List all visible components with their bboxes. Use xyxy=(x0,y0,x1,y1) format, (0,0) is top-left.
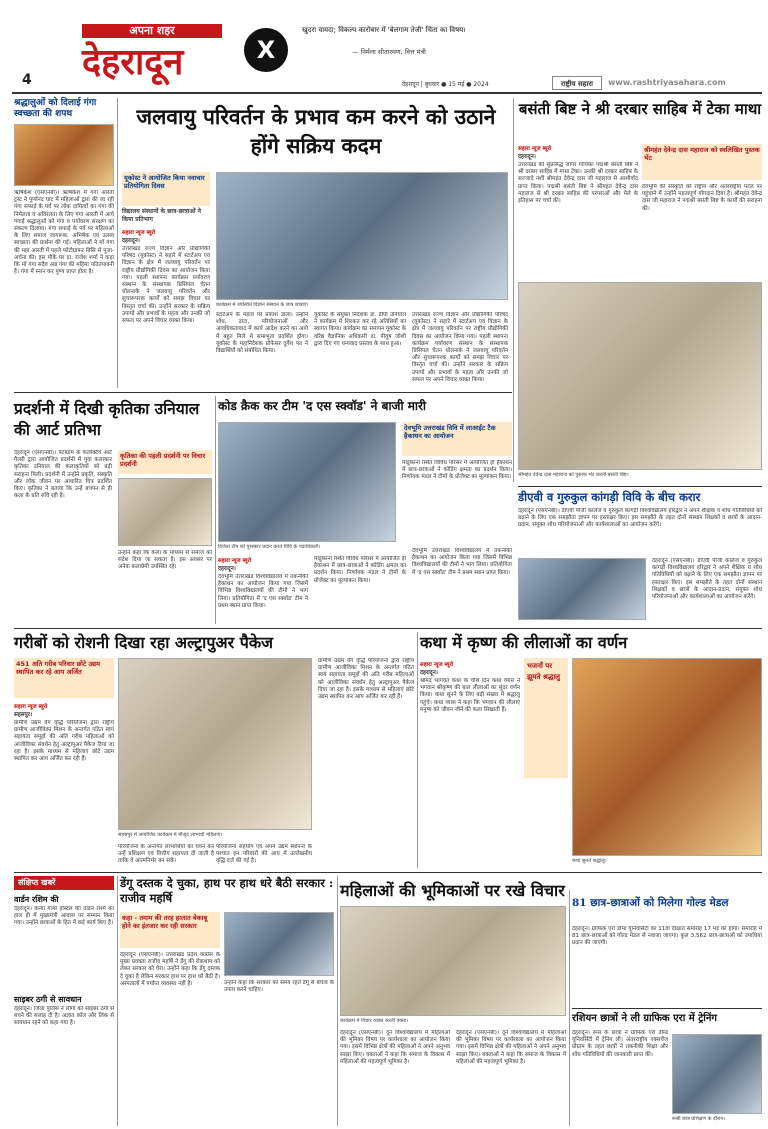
brief-item1-head: वार्डन रशिम की xyxy=(14,894,59,904)
masthead xyxy=(12,22,762,94)
basanti-body: उत्तराखंड की सुप्रसिद्ध जागर गायिका पद्मश्री बसंती बिष्ट ने श्री दरबार साहिब में माथा टेका। उनकी श्री दरबार साहिब के सज्जादे नशीं श्रीमहंत देवेन्द्र दास जी महाराज से आशीर्वाद प्राप्त किया। पद्मश्री बसंती बिष्ट ने श्रीमहंत देवेन्द्र दास महाराज से श्री दरबार साहिब की परंपराओं और मेले के इतिहास पर चर्चा की। xyxy=(518,162,638,205)
krishna-body: श्रीमद भागवत कथा के चौथे दिन कथा व्यास ने भगवान श्रीकृष्ण की बाल लीलाओं का सुंदर वर्णन किया। कथा सुनने के लिए बड़ी संख्या में श्रद्धालु पहुंचे। कथा व्यास ने कहा कि भगवान की लीलाएं मनुष्य को जीवन जीने की कला सिखाती हैं। xyxy=(420,678,520,713)
brief-item2-body: देहरादून। जिला पुलिस ने लोगों को साइबर ठगी से बचने की सलाह दी है। अज्ञात कॉल और लिंक से सावधान रहने को कहा गया है। xyxy=(14,1006,114,1027)
brief-label: संक्षिप्त खबरें xyxy=(18,878,56,887)
dav-article xyxy=(518,490,762,624)
climate-body: उत्तराखंड राज्य विज्ञान और प्रौद्योगिकी परिषद (यूकोस्ट) ने सहारे में स्टार्टअप एवं विज्ञान के क्षेत्र में जलवायु परिवर्तन पर राष्ट्रीय प्रौद्योगिकी दिवस का आयोजन किया गया। पहली स्थापना कार्यक्रम पर्यावरण संस्थान के संस्थापक प्रिसिपल चेतन धोलनाके ने जलवायु परिवर्तन और सुचारूपरक कार्यों को समझ विचार पर विस्तृत चर्चा की। उन्होंने सरकार के सक्रिय उपायों और प्रभावों के महत्व और उनकी जो सफल पर अपने विचार व्यक्त किया। xyxy=(122,246,210,325)
krishna-side-caption: भजनों पर झूमते श्रद्धालु xyxy=(527,662,561,681)
dav-body: देहरादून (एसएनबी)। डीएवी पीजी कालेज व गुरुकुल कांगड़ी विश्वविद्यालय हरिद्वार ने अपने शैक्षिक व शोध गतिविधियों को बढ़ाने के लिए एक समझौता ज्ञापन पर हस्ताक्षर किए। इस समझौते के तहत दोनों संस्थान शिक्षकों व छात्रों के आदान-प्रदान, संयुक्त शोध परियोजनाओं और कार्यशालाओं का आयोजन करेंगे। xyxy=(518,508,762,529)
ganga-photo xyxy=(14,124,114,186)
women-body: देहरादून (एसएनबी)। दून विश्वविद्यालय में महिलाओं की भूमिका विषय पर कार्यशाला का आयोजन किया गया। इसमें विभिन्न क्षेत्रों की महिलाओं ने अपने अनुभव साझा किए। वक्ताओं ने कहा कि समाज के विकास में महिलाओं की महत्वपूर्ण भूमिका है। xyxy=(340,1030,450,1065)
section-rule xyxy=(14,628,762,629)
basanti-kicker: श्रीमहंत देवेन्द्र दास महाराज को स्वलिखित पुस्तक भेंट xyxy=(644,146,760,162)
apna-shahar-band xyxy=(82,24,222,38)
col-divider xyxy=(417,632,418,868)
climate-place: देहरादून। xyxy=(122,238,140,244)
brief-label-band xyxy=(14,876,114,890)
dav-headline: डीएवी व गुरुकुल कांगड़ी विवि के बीच करार xyxy=(518,490,701,504)
krishna-photo xyxy=(572,658,762,856)
code-body-4: देवभूमि उत्तराखंड विश्वविद्यालय में तकनीकी हैकाथन का आयोजन किया गया जिसमें विभिन्न विश्वविद्यालयों की टीमों ने भाग लिया। प्रतियोगिता में 'द एस स्क्वॉड' टीम ने प्रथम स्थान प्राप्त किया। xyxy=(412,548,512,576)
brief-item1-body: देहरादून। कन्या गर्ल्स हॉस्टल की वार्डन रश्मि का हाल ही में मुख्यमंत्री आवास पर सम्मान किया गया। उन्होंने छात्राओं के हित में कई कार्य किए हैं। xyxy=(14,906,114,927)
krishna-byline: सहारा न्यूज ब्यूरो xyxy=(420,662,454,668)
basanti-photo-caption: श्रीमहंत देवेन्द्र दास महाराज को पुस्तक भेंट करती बसंती बिष्ट। xyxy=(518,472,629,478)
masthead-rule xyxy=(12,92,762,94)
code-article xyxy=(218,396,512,624)
krishna-photo-caption: कथा सुनते श्रद्धालु। xyxy=(572,858,607,864)
ganga-body: ऋषिकेश (एसएनबी)। ऋषिकेश में गंगा आरती ट्रस्ट ने पूर्णानंद घाट में महिलाओं द्वारा की जा रही गंगा सफाई के पर्व पर लोक दायित्वों का गंगा की निर्मलता व अविरलता के लिए गंगा आरती में आये गंगाई श्रद्धालुओं को गंगा व पर्यावरण संरक्षण का संकल्प दिलाया। गंगा सफाई के पर्व पर महिलाओं के लिए समाज जागरूक, अभिषेक एवं उत्सव स्वच्छता की प्रार्थना की गई। महिलाओं ने माँ गंगा की महा आरती में पहले फोटोग्राफर बिसि से पूजा-अर्चना की। इस मौके पर डा. राजेश शर्मा ने कहा कि माँ गंगा सदैव अन्न गंगा की महिमा पतितपावनी है। गंगा में स्नान कर पुण्य प्राप्त होता है। xyxy=(14,190,114,276)
section-rule xyxy=(14,872,762,873)
poor-place: सहसपुर। xyxy=(14,712,33,718)
basanti-place: देहरादून। xyxy=(518,154,536,160)
poor-photo-caption: सहसपुर में आयोजित कार्यक्रम में मौजूद लाभार्थी महिलाएं। xyxy=(118,832,223,838)
section-rule xyxy=(14,392,512,393)
dengue-body: देहरादून (एसएनबी)। उत्तराखंड प्रदेश कांग्रेस के मुख्य प्रवक्ता राजीव महर्षि ने डेंगू की रोकथाम को लेकर सरकार को घेरा। उन्होंने कहा कि डेंगू दस्तक दे चुका है लेकिन सरकार हाथ पर हाथ धरे बैठी है। अस्पतालों में पर्याप्त व्यवस्था नहीं है। xyxy=(120,952,220,987)
gold-article xyxy=(572,896,762,1006)
col-divider xyxy=(569,890,570,1126)
col-divider xyxy=(513,98,514,482)
climate-kicker-2: विद्यालय संस्थानों के छात्र-छात्राओं ने किया प्रतिभाग xyxy=(122,208,201,223)
dengue-photo xyxy=(224,912,334,976)
kritika-kicker-box xyxy=(118,450,212,474)
graphic-headline: रशियन छात्रों ने ली ग्राफिक एरा में ट्रेनिंग xyxy=(572,1013,718,1024)
code-photo xyxy=(218,422,396,542)
graphic-photo xyxy=(672,1034,762,1114)
basanti-byline: सहारा न्यूज ब्यूरो xyxy=(518,146,552,152)
basanti-photo xyxy=(518,282,762,470)
women-article xyxy=(340,876,566,1126)
ganga-headline: श्रद्धालुओं को दिलाई गंगा स्वच्छता की शपथ xyxy=(14,98,97,119)
masthead-quote-by: — निर्मला सीतारमण, वित्त मंत्री xyxy=(352,48,426,56)
brief-item2-head: साइबर ठगी से सावधान xyxy=(14,994,82,1004)
code-kicker: देवभूमि उत्तराखंड विवि में लाआईट टैक हैकाथन का आयोजन xyxy=(404,424,496,440)
women-photo xyxy=(340,906,566,1016)
climate-body-2: स्टार्टअप के महत्व पर प्रकाश डाला। उन्होंने शोध, डाटा, परियोजनाओं और आवधिकतावाद में कार्य आदेश करने का आगे में बहुत मिले थे सम्प्रभुता प्रदर्शित होगा। यूकोस्ट के महानिदेशक प्रोफेसर दुर्गेश पंत ने विद्यार्थियों को संबोधित किया। xyxy=(216,312,308,355)
poor-headline: गरीबों को रोशनी दिखा रहा अल्ट्रापुअर पैकेज xyxy=(14,633,273,652)
basanti-kicker-box xyxy=(642,144,762,180)
code-place: देहरादून। xyxy=(218,566,236,572)
brief-column xyxy=(14,876,114,1126)
basanti-article xyxy=(518,98,762,482)
code-headline: कोड क्रैक कर टीम 'द एस स्क्वॉड' ने बाजी मारी xyxy=(218,399,427,413)
poor-kicker-box xyxy=(14,658,114,698)
col-divider xyxy=(117,876,118,1126)
basanti-headline: बसंती बिष्ट ने श्री दरबार साहिब में टेका माथा xyxy=(518,100,762,118)
climate-photo xyxy=(216,172,508,300)
graphic-body: देहरादून। रूस के छात्रों ने ग्राफिक एरा डीम्ड यूनिवर्सिटी में ट्रेनिंग ली। अंतरराष्ट्रीय एक्सचेंज प्रोग्राम के तहत छात्रों ने तकनीकी शिक्षा और शोध गतिविधियों की जानकारी प्राप्त की। xyxy=(572,1030,668,1058)
poor-body-4: ग्रामीण उद्यम वेग वृद्धि परियोजना द्वारा राष्ट्रीय ग्रामीण आजीविका मिशन के अन्तर्गत गठित स्वयं सहायता समूहों की अति गरीब महिलाओं को आजीविका संवर्धन हेतु अल्ट्रापुअर पैकेज दिया जा रहा है। इसके माध्यम से महिलाएं छोटे उद्यम स्थापित कर आय अर्जित कर रही हैं। xyxy=(318,658,414,701)
kritika-body: देहरादून (एसएनबी)। पेंटाग्राम के कलेक्टिव आर्ट गैलरी द्वारा आयोजित प्रदर्शनी में युवा कलाकार कृतिका उनियाल की कलाकृतियों को बड़ी सराहना मिली। प्रदर्शनी में उन्होंने प्रकृति, संस्कृति और लोक जीवन पर आधारित चित्र प्रदर्शित किए। कृतिका ने बताया कि उन्हें बचपन से ही कला के प्रति रुचि रही है। xyxy=(14,450,112,500)
dav-photo xyxy=(518,558,646,620)
apna-shahar-label: अपना शहर xyxy=(129,24,175,37)
climate-body-3: यूकोस्ट के संयुक्त निदेशक डा. डीपी उनियाल ने कार्यक्रम में शिरकत कर रहे अतिथियों का स्वागत किया। कार्यक्रम का समापन यूकोस्ट के वरिष्ठ वैज्ञानिक अधिकारी डा. पीयूष जोशी द्वारा दिए गए धन्यवाद प्रस्ताव के साथ हुआ। xyxy=(314,312,406,347)
krishna-side-box xyxy=(524,658,568,778)
poor-byline: सहारा न्यूज ब्यूरो xyxy=(14,704,48,710)
city-title: देहरादून xyxy=(82,41,184,83)
col-divider xyxy=(117,98,118,388)
poor-kicker: 451 अति गरीब परिवार छोटे उद्यम स्थापित कर रहे आय अर्जित xyxy=(16,660,101,676)
dengue-kicker: कहा - तमाम की तरह हालात बेकाबू होने का इंतजार कर रही सरकार xyxy=(122,914,208,930)
dengue-article xyxy=(120,876,334,1126)
dengue-body-2: उन्होंने कहा कि सरकार को समय रहते डेंगू से बचाव के उपाय करने चाहिए। xyxy=(224,980,334,994)
climate-kicker-box xyxy=(122,172,210,206)
dav-body-2: देहरादून (एसएनबी)। डीएवी पीजी कालेज व गुरुकुल कांगड़ी विश्वविद्यालय हरिद्वार ने अपने शैक्षिक व शोध गतिविधियों को बढ़ाने के लिए एक समझौता ज्ञापन पर हस्ताक्षर किए। इस समझौते के तहत दोनों संस्थान शिक्षकों व छात्रों के आदान-प्रदान, संयुक्त शोध परियोजनाओं और कार्यशालाओं का आयोजन करेंगे। xyxy=(652,558,762,601)
climate-byline: सहारा न्यूज ब्यूरो xyxy=(122,230,156,236)
climate-headline: जलवायु परिवर्तन के प्रभाव कम करने को उठाने होंगे सक्रिय कदम xyxy=(136,104,496,158)
climate-body-4: उत्तराखंड राज्य विज्ञान और प्रौद्योगिकी परिषद (यूकोस्ट) ने सहारे में स्टार्टअप एवं विज्ञान के क्षेत्र में जलवायु परिवर्तन पर राष्ट्रीय प्रौद्योगिकी दिवस का आयोजन किया गया। पहली स्थापना कार्यक्रम पर्यावरण संस्थान के संस्थापक प्रिसिपल चेतन धोलनाके ने जलवायु परिवर्तन और सुचारूपरक कार्यों को समझ विचार पर विस्तृत चर्चा की। उन्होंने सरकार के सक्रिय उपायों और प्रभावों के महत्व और उनकी जो सफल पर अपने विचार व्यक्त किया। xyxy=(412,312,508,383)
code-body-2: मांडूकाना स्थित विविध परिसर में आयोजित हो हैकाथन में छात्र-छात्राओं ने कोडिंग क्षमता का प्रदर्शन किया। निर्णायक मंडल ने टीमों के प्रोजेक्ट का मूल्यांकन किया। xyxy=(402,460,512,481)
kritika-body-2: उन्होंने कहा कि कला के माध्यम से समाज को संदेश दिया जा सकता है। इस अवसर पर अनेक कलाप्रेमी उपस्थित रहे। xyxy=(118,550,212,571)
col-divider xyxy=(337,876,338,1126)
gold-headline: 81 छात्र-छात्राओं को मिलेगा गोल्ड मेडल xyxy=(572,897,729,909)
poor-body-2: परियोजना के अन्तर्गत लाभार्थियों का चयन कर उन्हें प्रशिक्षण एवं वित्तीय सहायता दी जाती है ताकि वे आत्मनिर्भर बन सकें। xyxy=(118,844,214,865)
masthead-quote: खुदरा वायदा; विकल्प कारोबार में 'बेलगाम तेजी' चिंता का विषय। xyxy=(302,26,466,34)
paper-brand: राष्ट्रीय सहारा xyxy=(552,76,602,90)
women-photo-caption: कार्यक्रम में विचार व्यक्त करतीं वक्ता। xyxy=(340,1018,409,1024)
code-photo-caption: विजेता टीम को पुरस्कार प्रदान करते विवि के पदाधिकारी। xyxy=(218,544,321,550)
graphic-article xyxy=(572,1012,762,1126)
x-logo-icon[interactable]: X xyxy=(244,28,288,72)
krishna-headline: कथा में कृष्ण की लीलाओं का वर्णन xyxy=(420,633,628,652)
website-url[interactable]: www.rashtriyasahara.com xyxy=(608,78,726,87)
code-kicker-box xyxy=(402,422,512,456)
women-body-2: देहरादून (एसएनबी)। दून विश्वविद्यालय में महिलाओं की भूमिका विषय पर कार्यशाला का आयोजन किया गया। इसमें विभिन्न क्षेत्रों की महिलाओं ने अपने अनुभव साझा किए। वक्ताओं ने कहा कि समाज के विकास में महिलाओं की महत्वपूर्ण भूमिका है। xyxy=(456,1030,566,1065)
women-headline: महिलाओं की भूमिकाओं पर रखे विचार xyxy=(340,881,565,900)
dengue-headline: डेंगू दस्तक दे चुका, हाथ पर हाथ धरे बैठी सरकार : राजीव महर्षि xyxy=(120,876,334,905)
graphic-photo-caption: रूसी छात्र प्रशिक्षण के दौरान। xyxy=(672,1116,726,1122)
krishna-place: देहरादून। xyxy=(420,670,438,676)
poor-body: ग्रामीण उद्यम वेग वृद्धि परियोजना द्वारा राष्ट्रीय ग्रामीण आजीविका मिशन के अन्तर्गत गठित स्वयं सहायता समूहों की अति गरीब महिलाओं को आजीविका संवर्धन हेतु अल्ट्रापुअर पैकेज दिया जा रहा है। इसके माध्यम से महिलाएं छोटे उद्यम स्थापित कर आय अर्जित कर रही हैं। xyxy=(14,720,114,763)
kritika-photo xyxy=(118,478,212,546)
section-rule xyxy=(572,1008,762,1009)
poor-body-3: परियोजना सहयोग एवं अपने उद्यम स्थापना के पश्चात इन परिवारों की आय में उल्लेखनीय वृद्धि दर्ज की गई है। xyxy=(216,844,312,865)
poor-photo xyxy=(118,658,312,830)
basanti-body-2: देवभूमि की संस्कृति को राष्ट्रीय और अंतरराष्ट्रीय पटल पर पहुंचाने में उन्होंने महत्वपूर्ण योगदान दिया है। श्रीमहंत देवेन्द्र दास जी महाराज ने पद्मश्री बसंती बिष्ट के कार्यों की सराहना की। xyxy=(642,184,762,212)
code-body: देवभूमि उत्तराखंड विश्वविद्यालय में तकनीकी हैकाथन का आयोजन किया गया जिसमें विभिन्न विश्वविद्यालयों की टीमों ने भाग लिया। प्रतियोगिता में 'द एस स्क्वॉड' टीम ने प्रथम स्थान प्राप्त किया। xyxy=(218,574,308,609)
poor-article xyxy=(14,632,414,868)
krishna-article xyxy=(420,632,762,868)
dengue-kicker-box xyxy=(120,912,220,948)
code-body-3: मांडूकाना स्थित विविध परिसर में आयोजित हो हैकाथन में छात्र-छात्राओं ने कोडिंग क्षमता का प्रदर्शन किया। निर्णायक मंडल ने टीमों के प्रोजेक्ट का मूल्यांकन किया। xyxy=(314,556,406,584)
section-rule xyxy=(518,486,762,487)
gold-body: देहरादून। ग्राफिक एरा डीम्ड यूनिवर्सिटी का 11वां दीक्षांत समारोह 17 मई को होगा। समारोह में 81 छात्र-छात्राओं को गोल्ड मेडल से नवाजा जाएगा। कुल 3,562 छात्र-छात्राओं को उपाधियां प्रदान की जाएंगी। xyxy=(572,926,762,947)
kritika-headline: प्रदर्शनी में दिखी कृतिका उनियाल की आर्ट प्रतिभा xyxy=(14,399,200,439)
dateline: देहरादून | बुधवार ● 15 मई ● 2024 xyxy=(402,81,489,88)
col-divider xyxy=(215,396,216,624)
page-number: 4 xyxy=(22,72,32,88)
climate-photo-caption: कार्यक्रम में उपस्थित विज्ञान संस्थान के छात्र छात्राएं। xyxy=(216,302,309,308)
climate-article xyxy=(122,98,510,390)
ganga-article xyxy=(14,98,114,388)
masthead-logo-block xyxy=(22,22,232,92)
climate-kicker: यूकोस्ट ने आयोजित किया नवाचार प्रतियोगिता दिवस xyxy=(124,174,205,190)
code-byline: सहारा न्यूज ब्यूरो xyxy=(218,558,252,564)
kritika-kicker: कृतिका की पहली प्रदर्शनी पर विचार प्रदर्शनी xyxy=(120,452,206,468)
